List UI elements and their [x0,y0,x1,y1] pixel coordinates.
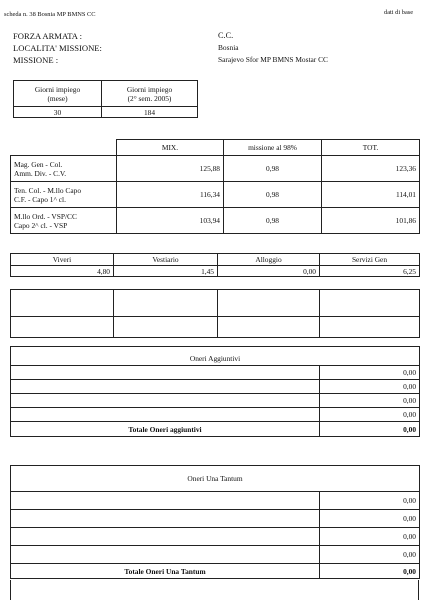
grade-row-2-mix: 116,34 [117,182,224,208]
oneri-aggiuntivi-total-value: 0,00 [320,422,420,437]
oneri-aggiuntivi-row-3-value: 0,00 [320,394,420,408]
vestiario-header: Vestiario [114,254,218,266]
giorni-impiego-table [13,80,198,118]
grade-row-2-label-line1: Ten. Col. - M.llo Capo [14,185,82,195]
localita-missione-value: Bosnia [218,43,239,52]
giorni-sem-header-line2: (2° sem. 2005) [127,93,172,103]
scheda-label: scheda n. 38 Bosnia MP BMNS CC [4,11,96,18]
oneri-una-tantum-title: Oneri Una Tantum [11,466,420,492]
oneri-aggiuntivi-row-4-label [11,408,320,422]
alloggio-header: Alloggio [218,254,320,266]
grade-row-3 [11,208,420,234]
oneri-aggiuntivi-row-1-label [11,366,320,380]
empty-grid-col3 [319,289,320,337]
forza-armata-label: FORZA ARMATA : [13,31,83,41]
grade-row-1-tot: 123,36 [322,156,420,182]
localita-missione-label: LOCALITA' MISSIONE: [13,43,102,53]
empty-grid-divider [10,316,419,317]
oneri-una-tantum-row-3-value: 0,00 [320,528,420,546]
oneri-aggiuntivi-total-label: Totale Oneri aggiuntivi [11,422,320,437]
missione-value: Sarajevo Sfor MP BMNS Mostar CC [218,55,328,64]
grade-row-2-tot: 114,01 [322,182,420,208]
giorni-mese-header [14,81,102,107]
oneri-aggiuntivi-row-3-label [11,394,320,408]
oneri-aggiuntivi-row-2-value: 0,00 [320,380,420,394]
grade-row-3-tot: 101,86 [322,208,420,234]
giorni-mese-header-line1: Giorni impiego [34,84,81,94]
grade-row-1-label-line1: Mag. Gen - Col. [14,159,63,169]
oneri-una-tantum-row-1-label [11,492,320,510]
giorni-sem-header-line1: Giorni impiego [126,84,173,94]
grade-row-1 [11,156,420,182]
viveri-header: Viveri [11,254,114,266]
oneri-aggiuntivi-table [10,346,420,437]
giorni-sem-value: 184 [102,107,198,118]
oneri-una-tantum-total-value: 0,00 [320,564,420,579]
grade-row-2-label-line2: C.F. - Capo 1^ cl. [14,194,66,204]
oneri-una-tantum-total-label: Totale Oneri Una Tantum [11,564,320,579]
missione-label: MISSIONE : [13,55,59,65]
empty-grid-col2 [217,289,218,337]
grade-row-2-pct: 0,98 [224,182,322,208]
empty-grid-col1 [113,289,114,337]
oneri-aggiuntivi-row-2-label [11,380,320,394]
grade-row-1-label [11,156,117,182]
bottom-frame-right [418,580,419,600]
servizi-gen-value: 6,25 [320,266,420,277]
oneri-una-tantum-row-4-label [11,546,320,564]
vestiario-value: 1,45 [114,266,218,277]
alloggio-value: 0,00 [218,266,320,277]
grade-row-3-pct: 0,98 [224,208,322,234]
grade-row-3-label [11,208,117,234]
grade-row-1-mix: 125,88 [117,156,224,182]
tot-header: TOT. [322,140,420,156]
oneri-una-tantum-row-4-value: 0,00 [320,546,420,564]
grades-corner-cell [11,140,117,156]
oneri-aggiuntivi-row-4-value: 0,00 [320,408,420,422]
empty-grid [10,289,420,338]
viveri-value: 4,80 [11,266,114,277]
grade-row-2-label [11,182,117,208]
oneri-una-tantum-row-2-label [11,510,320,528]
oneri-una-tantum-table [10,465,420,579]
oneri-una-tantum-row-1-value: 0,00 [320,492,420,510]
oneri-aggiuntivi-title: Oneri Aggiuntivi [11,347,420,366]
grade-row-1-pct: 0,98 [224,156,322,182]
grade-row-1-label-line2: Amm. Div. - C.V. [14,168,67,178]
giorni-mese-header-line2: (mese) [47,93,68,103]
grade-row-3-label-line1: M.llo Ord. - VSP/CC [14,211,77,221]
forza-armata-value: C.C. [218,31,234,40]
grade-row-3-mix: 103,94 [117,208,224,234]
giorni-sem-header [102,81,198,107]
grade-row-2 [11,182,420,208]
oneri-una-tantum-row-3-label [11,528,320,546]
servizi-gen-header: Servizi Gen [320,254,420,266]
services-table [10,253,420,277]
mix-header: MIX. [117,140,224,156]
grade-row-3-label-line2: Capo 2^ cl. - VSP [14,220,68,230]
dati-di-base-label: dati di base [384,9,414,16]
grades-table [10,139,420,234]
oneri-una-tantum-row-2-value: 0,00 [320,510,420,528]
missione-98-header: missione al 98% [224,140,322,156]
oneri-aggiuntivi-row-1-value: 0,00 [320,366,420,380]
bottom-frame-left [10,580,11,600]
giorni-mese-value: 30 [14,107,102,118]
